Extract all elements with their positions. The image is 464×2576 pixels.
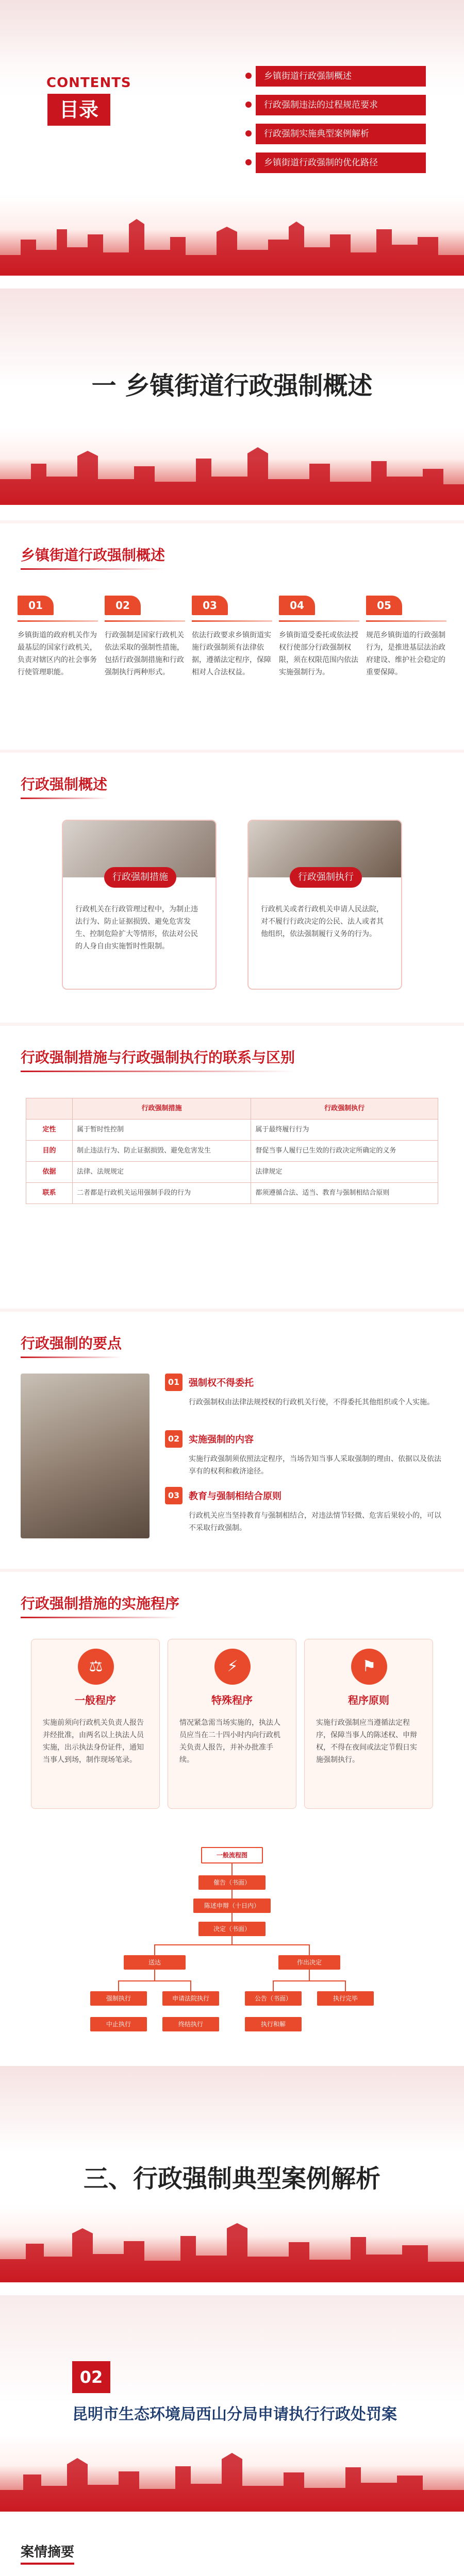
skyline-icon bbox=[0, 2434, 464, 2512]
scales-icon: ⚖ bbox=[78, 1649, 114, 1685]
case-number: 02 bbox=[72, 2361, 110, 2393]
table-header bbox=[26, 1098, 73, 1120]
keypoint-head bbox=[165, 1487, 443, 1504]
procedures-slide bbox=[0, 1569, 464, 1826]
keypoint-item bbox=[165, 1374, 443, 1409]
procedure-label: 一般程序 bbox=[75, 1694, 116, 1706]
table-row bbox=[26, 1120, 438, 1141]
flow-node: 催告（书面） bbox=[198, 1875, 266, 1890]
flow-node: 执行和解 bbox=[245, 2017, 302, 2031]
toc-item[interactable]: 行政强制实施典型案例解析 bbox=[256, 124, 426, 144]
concept-card bbox=[279, 596, 359, 679]
procedure-card bbox=[168, 1639, 296, 1809]
relation-table bbox=[26, 1098, 438, 1204]
divider bbox=[192, 620, 272, 622]
keypoint-text: 行政机关应当坚持教育与强制相结合，对违法情节轻微、危害后果较小的，可以不采取行政强制。 bbox=[189, 1512, 441, 1532]
concept-text: 规范乡镇街道的行政强制行为，是推进基层法治政府建设、维护社会稳定的重要保障。 bbox=[366, 631, 445, 676]
slide-title: 行政强制的要点 bbox=[21, 1332, 122, 1353]
section-title: 三、行政强制典型案例解析 bbox=[83, 2164, 380, 2193]
procedure-label: 程序原则 bbox=[348, 1694, 389, 1706]
flow-node: 执行完毕 bbox=[317, 1991, 374, 2006]
slide-title: 行政强制措施与行政强制执行的联系与区别 bbox=[21, 1046, 295, 1067]
case-summary-slide bbox=[0, 2527, 464, 2576]
concept-text: 行政强制是国家行政机关依法采取的强制性措施，包括行政强制措施和行政强制执行两种形式。 bbox=[105, 631, 184, 676]
procedure-text: 实施行政强制应当遵循法定程序，保障当事人的陈述权、申辩权，不得在夜间或法定节假日实施强制执行。 bbox=[316, 1719, 417, 1764]
section-1-slide bbox=[0, 289, 464, 505]
table-row bbox=[26, 1183, 438, 1204]
lightning-icon: ⚡ bbox=[214, 1649, 251, 1685]
overview-tag: 行政强制执行 bbox=[290, 867, 362, 888]
table-header-row bbox=[26, 1098, 438, 1120]
table-cell: 法律规定 bbox=[251, 1162, 438, 1183]
table-header: 行政强制措施 bbox=[73, 1098, 251, 1120]
slide-title: 行政强制概述 bbox=[21, 773, 107, 794]
toc-item[interactable]: 乡镇街道行政强制概述 bbox=[256, 66, 426, 87]
keypoint-item bbox=[165, 1487, 443, 1534]
skyline-icon bbox=[0, 428, 464, 505]
divider bbox=[18, 620, 98, 622]
section-3-slide bbox=[0, 2066, 464, 2282]
slide-title: 案情摘要 bbox=[21, 2541, 74, 2561]
table-cell: 制止违法行为、防止证据损毁、避免危害发生 bbox=[73, 1141, 251, 1162]
table-cell: 法律、法规规定 bbox=[73, 1162, 251, 1183]
divider bbox=[105, 620, 185, 622]
overview-slide bbox=[0, 750, 464, 1010]
concept-number: 04 bbox=[279, 596, 315, 615]
keypoint-item bbox=[165, 1430, 443, 1478]
concept-slide bbox=[0, 520, 464, 737]
flowchart-slide bbox=[0, 1837, 464, 2053]
flow-node: 公告（书面） bbox=[245, 1991, 302, 2006]
procedure-label: 特殊程序 bbox=[211, 1694, 253, 1706]
table-cell: 属于暂时性控制 bbox=[73, 1120, 251, 1141]
keypoints-slide bbox=[0, 1309, 464, 1556]
table-row bbox=[26, 1141, 438, 1162]
concept-text: 依法行政要求乡镇街道实施行政强制须有法律依据，遵循法定程序，保障相对人合法权益。 bbox=[192, 631, 271, 676]
procedure-text: 情况紧急需当场实施的，执法人员应当在二十四小时内向行政机关负责人报告，并补办批准手续。 bbox=[179, 1719, 280, 1764]
flow-node: 中止执行 bbox=[90, 2017, 147, 2031]
table-cell: 都须遵循合法、适当、教育与强制相结合原则 bbox=[251, 1183, 438, 1204]
concept-text: 乡镇街道受委托或依法授权行使部分行政强制权限，须在权限范围内依法实施强制行为。 bbox=[279, 631, 358, 676]
keypoint-head bbox=[165, 1430, 443, 1448]
keypoint-head bbox=[165, 1374, 443, 1391]
relation-slide bbox=[0, 1023, 464, 1296]
overview-tag: 行政强制措施 bbox=[104, 867, 176, 888]
procedure-card bbox=[31, 1639, 160, 1809]
flow-node: 决定（书面） bbox=[198, 1922, 266, 1936]
contents-slide bbox=[0, 0, 464, 276]
case-title-slide bbox=[0, 2295, 464, 2512]
procedure-card bbox=[304, 1639, 433, 1809]
skyline-decoration bbox=[0, 2205, 464, 2282]
divider bbox=[279, 620, 359, 622]
keypoint-text: 实施行政强制须依照法定程序，当场告知当事人采取强制的理由、依据以及依法享有的权利和救济途径。 bbox=[189, 1455, 441, 1476]
table-cell: 属于最终履行行为 bbox=[251, 1120, 438, 1141]
toc-list bbox=[256, 66, 426, 181]
flag-icon: ⚑ bbox=[351, 1649, 387, 1685]
skyline-icon bbox=[0, 198, 464, 276]
divider bbox=[366, 620, 446, 622]
section-title: 一 乡镇街道行政强制概述 bbox=[91, 371, 373, 400]
keypoint-label: 强制权不得委托 bbox=[189, 1378, 254, 1388]
flow-node: 作出决定 bbox=[278, 1955, 340, 1970]
keypoint-number: 01 bbox=[165, 1374, 183, 1391]
slide-title: 行政强制措施的实施程序 bbox=[21, 1592, 179, 1613]
concept-card bbox=[192, 596, 272, 679]
flow-node: 终结执行 bbox=[162, 2017, 219, 2031]
procedure-text: 实施前须向行政机关负责人报告并经批准，由两名以上执法人员实施，出示执法身份证件，通知当事人到场，制作现场笔录。 bbox=[43, 1719, 144, 1764]
overview-card bbox=[247, 820, 402, 990]
row-label: 联系 bbox=[26, 1183, 73, 1204]
skyline-decoration bbox=[0, 428, 464, 505]
overview-text: 行政机关在行政管理过程中，为制止违法行为、防止证据损毁、避免危害发生、控制危险扩大等情形，依法对公民的人身自由实施暂时性限制。 bbox=[75, 905, 198, 951]
keypoint-label: 实施强制的内容 bbox=[189, 1434, 254, 1445]
concept-number: 03 bbox=[192, 596, 228, 615]
flow-node: 陈述申辩（十日内） bbox=[193, 1899, 271, 1913]
contents-title-cn: 目录 bbox=[47, 94, 110, 126]
table-row bbox=[26, 1162, 438, 1183]
demolition-photo-icon bbox=[21, 1374, 150, 1538]
toc-item[interactable]: 行政强制违法的过程规范要求 bbox=[256, 95, 426, 115]
keypoint-label: 教育与强制相结合原则 bbox=[189, 1491, 281, 1502]
keypoint-text: 行政强制权由法律法规授权的行政机关行使，不得委托其他组织或个人实施。 bbox=[189, 1398, 434, 1406]
flow-node: 强制执行 bbox=[90, 1991, 147, 2006]
keypoint-number: 02 bbox=[165, 1430, 183, 1448]
concept-number: 02 bbox=[105, 596, 141, 615]
keypoint-number: 03 bbox=[165, 1487, 183, 1504]
row-label: 目的 bbox=[26, 1141, 73, 1162]
overview-card bbox=[62, 820, 217, 990]
case-title: 昆明市生态环境局西山分局申请执行行政处罚案 bbox=[72, 2405, 397, 2424]
concept-text: 乡镇街道的政府机关作为最基层的国家行政机关，负责对辖区内的社会事务行使管理职能。 bbox=[18, 631, 97, 676]
skyline-decoration bbox=[0, 198, 464, 276]
toc-item[interactable]: 乡镇街道行政强制的优化路径 bbox=[256, 152, 426, 173]
concept-card bbox=[366, 596, 446, 679]
table-header: 行政强制执行 bbox=[251, 1098, 438, 1120]
flow-title: 一般流程图 bbox=[201, 1847, 263, 1863]
table-cell: 二者都是行政机关运用强制手段的行为 bbox=[73, 1183, 251, 1204]
overview-text: 行政机关或者行政机关申请人民法院，对不履行行政决定的公民、法人或者其他组织，依法强制履行义务的行为。 bbox=[261, 905, 384, 938]
skyline-icon bbox=[0, 2205, 464, 2282]
top-wash bbox=[0, 0, 464, 62]
slide-title: 乡镇街道行政强制概述 bbox=[21, 544, 165, 565]
concept-row bbox=[18, 596, 446, 679]
concept-card bbox=[105, 596, 185, 679]
contents-title-en: CONTENTS bbox=[46, 75, 131, 91]
row-label: 依据 bbox=[26, 1162, 73, 1183]
concept-number: 05 bbox=[366, 596, 402, 615]
flow-node: 申请法院执行 bbox=[162, 1991, 219, 2006]
flow-node: 送达 bbox=[124, 1955, 186, 1970]
concept-number: 01 bbox=[18, 596, 54, 615]
row-label: 定性 bbox=[26, 1120, 73, 1141]
flow-connectors bbox=[0, 1837, 464, 2053]
skyline-decoration bbox=[0, 2434, 464, 2512]
table-cell: 督促当事人履行已生效的行政决定所确定的义务 bbox=[251, 1141, 438, 1162]
concept-card bbox=[18, 596, 98, 679]
